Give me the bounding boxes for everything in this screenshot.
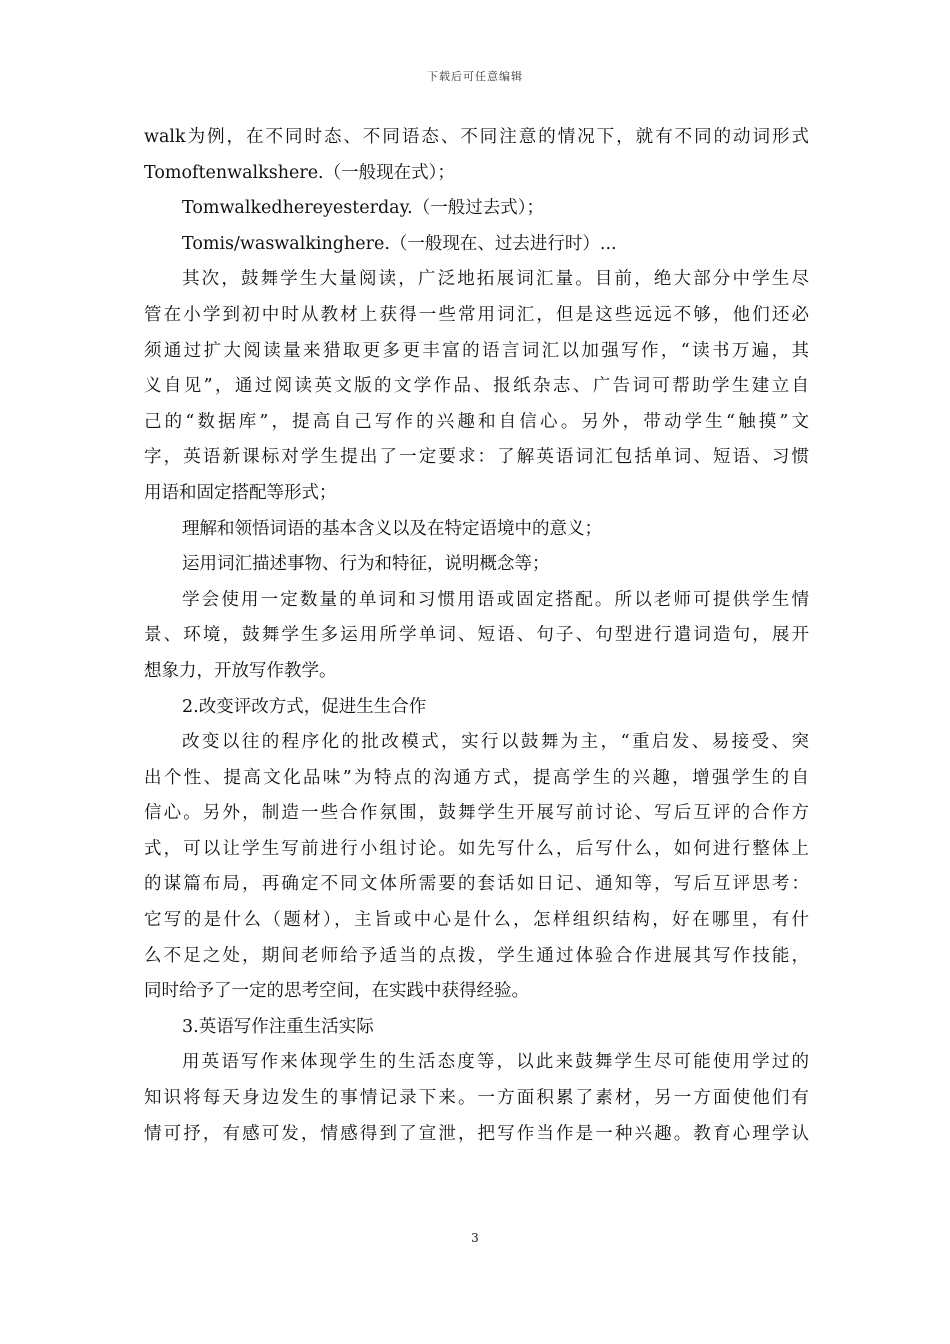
text-line: 运用词汇描述事物、行为和特征，说明概念等； <box>182 554 550 575</box>
text-line: 它写的是什么（题材），主旨或中心是什么，怎样组织结构，好在哪里，有什 <box>144 910 809 931</box>
text-line: Tomis/waswalkinghere.（一般现在、过去进行时）... <box>182 233 617 254</box>
text-line: 用语和固定搭配等形式； <box>144 482 337 503</box>
section-heading: 2.改变评改方式，促进生生合作 <box>182 696 427 717</box>
text-line: 么不足之处，期间老师给予适当的点拨，学生通过体验合作进展其写作技能， <box>144 945 809 966</box>
text-line: 用英语写作来体现学生的生活态度等，以此来鼓舞学生尽可能使用学过的 <box>182 1052 809 1073</box>
text-line: 同时给予了一定的思考空间，在实践中获得经验。 <box>144 981 529 1002</box>
text-line: 情可抒，有感可发，情感得到了宣泄，把写作当作是一种兴趣。教育心理学认 <box>144 1123 809 1144</box>
text-line: Tomoftenwalkshere.（一般现在式）； <box>144 162 455 183</box>
text-line: 其次，鼓舞学生大量阅读，广泛地拓展词汇量。目前，绝大部分中学生尽 <box>182 269 809 290</box>
text-line: 景、环境，鼓舞学生多运用所学单词、短语、句子、句型进行遣词造句，展开 <box>144 625 809 646</box>
text-line: 出个性、提高文化品味”为特点的沟通方式，提高学生的兴趣，增强学生的自 <box>144 767 809 788</box>
text-line: 式，可以让学生写前进行小组讨论。如先写什么，后写什么，如何进行整体上 <box>144 838 809 859</box>
page-number: 3 <box>471 1231 479 1245</box>
section-heading: 3.英语写作注重生活实际 <box>182 1016 374 1037</box>
text-line: 信心。另外，制造一些合作氛围，鼓舞学生开展写前讨论、写后互评的合作方 <box>144 803 809 824</box>
text-line: 理解和领悟词语的基本含义以及在特定语境中的意义； <box>182 518 602 539</box>
text-line: 的谋篇布局，再确定不同文体所需要的套话如日记、通知等，写后互评思考： <box>144 874 809 895</box>
text-line: 己的“数据库”，提高自己写作的兴趣和自信心。另外，带动学生“触摸”文 <box>144 411 809 432</box>
text-line: 学会使用一定数量的单词和习惯用语或固定搭配。所以老师可提供学生情 <box>182 589 809 610</box>
text-line: 义自见”，通过阅读英文版的文学作品、报纸杂志、广告词可帮助学生建立自 <box>144 376 809 397</box>
text-line: 管在小学到初中时从教材上获得一些常用词汇，但是这些远远不够，他们还必 <box>144 304 809 325</box>
document-body <box>144 120 809 1152</box>
text-line: Tomwalkedhereyesterday.（一般过去式）； <box>182 198 544 219</box>
page-header: 下载后可任意编辑 <box>427 70 523 83</box>
text-line: walk为例，在不同时态、不同语态、不同注意的情况下，就有不同的动词形式 <box>144 127 809 147</box>
text-line: 字，英语新课标对学生提出了一定要求：了解英语词汇包括单词、短语、习惯 <box>144 447 809 468</box>
text-line: 改变以往的程序化的批改模式，实行以鼓舞为主，“重启发、易接受、突 <box>182 732 809 753</box>
text-line: 须通过扩大阅读量来猎取更多更丰富的语言词汇以加强写作，“读书万遍，其 <box>144 340 809 361</box>
text-line: 知识将每天身边发生的事情记录下来。一方面积累了素材，另一方面使他们有 <box>144 1088 809 1109</box>
text-line: 想象力，开放写作教学。 <box>144 660 337 681</box>
